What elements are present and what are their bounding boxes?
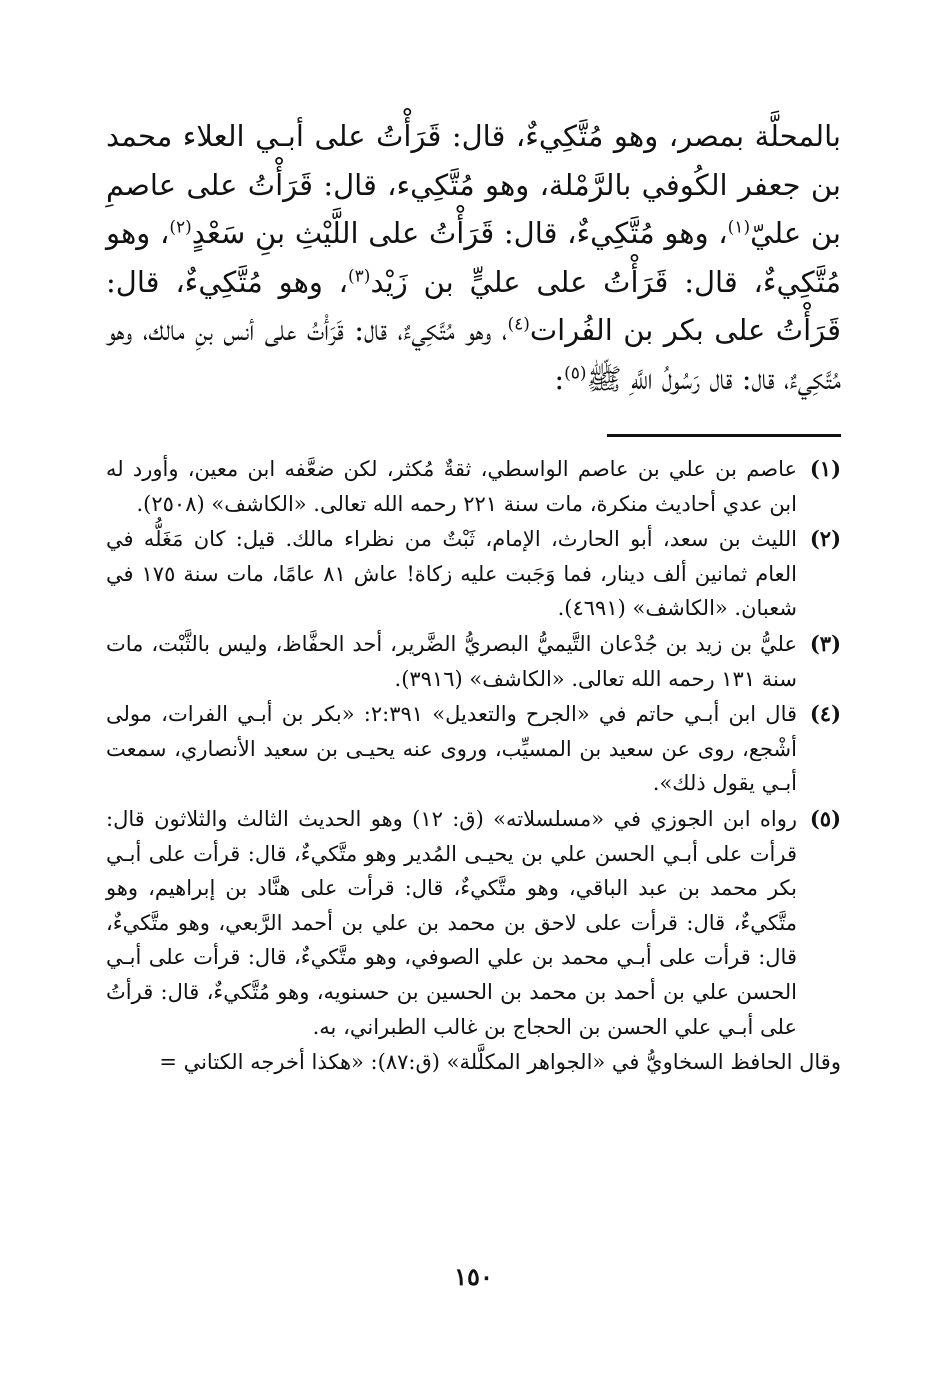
main-line: ، وهو مُتَّكِيءٌ، قال: قَرَأْتُ على عليٍّ بن زَيْد (106, 216, 841, 299)
footnote-number: (٥) (809, 805, 841, 831)
main-line: ، وهو مُتَّكِيءٌ، قال: قَرَأْتُ على اللَّيْثِ بنِ سَعْدٍ (191, 216, 728, 250)
footnote-text: عاصم بن علي بن عاصم الواسطي، ثقةٌ مُكثر، لكن ضعَّفه ابن معين، وأورد له ابن عدي أحاديث منكرة، مات سنة ٢٢١ رحمه الله تعالى. «الكاشف» (٢٥٠٨). (106, 457, 797, 516)
footnote-5 (106, 802, 841, 1044)
main-line: ، وهو مُتَّكِيءٌ، قال: قَرَأْتُ على بكر بن الفُرات (106, 264, 841, 347)
footnote-marker-4[interactable]: (٤) (507, 314, 530, 335)
footnote-continuation: وقال الحافظ السخاويُّ في «الجواهر المكلَّلة» (ق:٨٧): «هكذا أخرجه الكتاني = (159, 1050, 841, 1075)
footnote-number: (١) (809, 456, 841, 481)
footnote-3 (106, 627, 841, 696)
main-paragraph (106, 112, 841, 403)
footnote-marker-5[interactable]: (٥) (564, 362, 587, 383)
footnote-1 (106, 452, 841, 521)
footnote-4 (106, 697, 841, 801)
footnote-text: رواه ابن الجوزي في «مسلسلاته» (ق: ١٢) وهو الحديث الثالث والثلاثون قال: قرأت على أبـي الحسن علي بن يحيـى المُدير وهو متَّكيءٌ، قال: قرأت على أبـي بكر محمد بن عبد الباقي، وهو متَّكيءٌ، قال: قرأت على هنَّاد بن إبراهيم، وهو متَّكيءٌ، قال: قرأت على لاحق بن محمد بن علي بن أحمد الرَّبعي، وهو متَّكيءٌ، قال: قرأت على أبـي محمد بن علي الصوفي، وهو متَّكيءٌ، قال: قرأت على أبـي الحسن علي بن أحمد بن محمد بن الحسين بن حسنويه، وهو مُتَّكيءٌ، قال: قرأتُ على أبـي علي الحسن بن الحجاج بن غالب الطبراني، به. (106, 806, 797, 1039)
footnote-marker-1[interactable]: (١) (727, 217, 751, 238)
footnote-text: قال ابن أبـي حاتم في «الجرح والتعديل» ٢:٣٩١: «بكر بن أبـي الفرات، مولى أشْجع، روى عن سعيد بن المسيِّب، وروى عنه يحيـى بن سعيد الأنصاري، سمعت أبـي يقول ذلك». (106, 702, 798, 796)
main-line: جعفر الكُوفي بالرَّمْلة، وهو مُتَّكِيء، قال: قَرَأْتُ على عاصمِ بن عليّ (106, 167, 841, 250)
footnote-text: الليث بن سعد، أبو الحارث، الإمام، ثَبْتٌ من نظراء مالك. قيل: كان مَغَلُّه في العام ثمانين ألف دينار، فما وَجَبت عليه زكاة! عاش ٨١ عامًا، مات سنة ١٧٥ في شعبان. «الكاشف» (٤٦٩١). (106, 527, 798, 621)
footnote-number: (٤) (809, 701, 841, 727)
main-line: ، وهو مُتَّكِيءٌ، قال: قَرَأْتُ على أنس بنِ مالك، وهو مُتَّكِيءٌ، قال: قال رَسُولُ اللَّهِ ﷺ (106, 313, 841, 396)
footnote-number: (٢) (809, 526, 841, 552)
footnote-text: عليُّ بن زيد بن جُدْعان التَّيميُّ البصريُّ الضَّرير، أحد الحفَّاظ، وليس بالثَّبْت، مات سنة ١٣١ رحمه الله تعالى. «الكاشف» (٣٩١٦). (106, 631, 797, 691)
footnote-2 (106, 522, 841, 626)
footnote-separator-rule (607, 434, 841, 437)
footnotes-block (106, 452, 841, 1080)
main-line: بالمحلَّة بمصر، وهو مُتَّكِيءٌ، قال: قَرَأْتُ على أبـي العلاء محمد بن (106, 119, 841, 202)
footnote-marker-3[interactable]: (٣) (348, 265, 371, 286)
page-number: ١٥٠ (454, 1262, 493, 1291)
footnote-marker-2[interactable]: (٢) (169, 217, 192, 238)
main-line: : (554, 361, 565, 396)
footnote-number: (٣) (809, 630, 841, 656)
main-text-block (106, 112, 841, 403)
